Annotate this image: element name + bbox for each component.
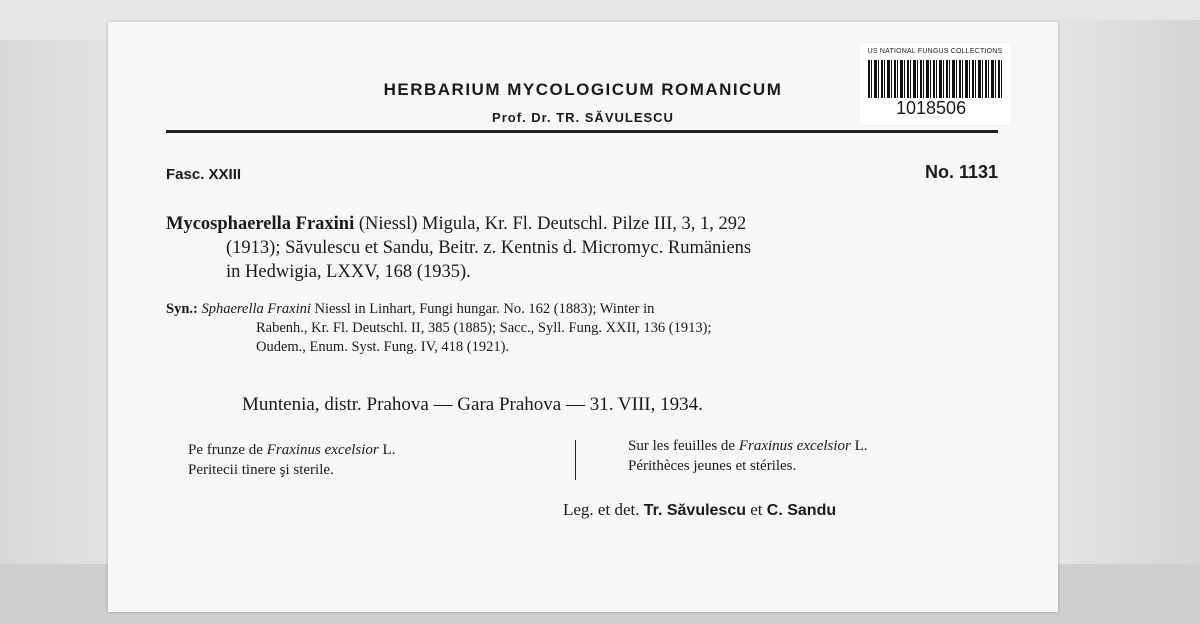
- species-citation-line3: in Hedwigia, LXXV, 168 (1935).: [226, 262, 471, 282]
- herbarium-label: [108, 22, 1058, 612]
- substrate-ro-line2: Peritecii tinere şi sterile.: [188, 462, 334, 478]
- substrate-fr-host: Fraxinus excelsior: [738, 438, 851, 454]
- barcode-caption: US NATIONAL FUNGUS COLLECTIONS: [867, 48, 1003, 55]
- species-name: Mycosphaerella Fraxini: [166, 214, 355, 234]
- synonym-line3: Oudem., Enum. Syst. Fung. IV, 418 (1921).: [256, 339, 510, 355]
- substrate-fr-suffix: L.: [854, 438, 868, 454]
- collector-name-2: C. Sandu: [766, 502, 837, 519]
- substrate-ro-prefix: Pe frunze de: [188, 442, 263, 458]
- substrate-fr-line2: Périthèces jeunes et stériles.: [628, 458, 797, 474]
- fascicle-label: Fasc. XXIII: [166, 166, 242, 183]
- substrate-ro-host: Fraxinus excelsior: [266, 442, 379, 458]
- substrate-ro-suffix: L.: [382, 442, 396, 458]
- locality: Muntenia, distr. Prahova — Gara Prahova — 31. VIII, 1934.: [242, 394, 703, 415]
- header-title: HERBARIUM MYCOLOGICUM ROMANICUM: [383, 80, 783, 99]
- collector-line: [563, 500, 1003, 520]
- collector-conj: et: [750, 500, 763, 519]
- envelope-flap-left: [0, 40, 120, 600]
- synonym-name: Sphaerella Fraxini: [201, 301, 311, 317]
- substrate-french: [628, 436, 1008, 476]
- collector-name-1: Tr. Săvulescu: [643, 502, 746, 519]
- specimen-number: No. 1131: [924, 162, 998, 182]
- barcode-number: 1018506: [896, 98, 967, 118]
- substrate-romanian: [188, 440, 548, 480]
- header-rule: [166, 130, 998, 133]
- column-divider: [575, 440, 576, 480]
- synonym-line1: Niessl in Linhart, Fungi hungar. No. 162 (1883); Winter in: [314, 301, 655, 317]
- substrate-fr-prefix: Sur les feuilles de: [628, 438, 736, 454]
- barcode-bars: [868, 60, 1002, 98]
- synonyms-label: Syn.:: [166, 301, 198, 317]
- species-citation: [166, 212, 1001, 284]
- collector-prefix: Leg. et det.: [563, 500, 640, 519]
- species-citation-line2: (1913); Săvulescu et Sandu, Beitr. z. Kentnis d. Micromyc. Rumäniens: [226, 238, 752, 258]
- envelope-flap-right: [1050, 20, 1200, 580]
- species-authority: (Niessl) Migula, Kr. Fl. Deutschl. Pilze III, 3, 1, 292: [358, 214, 747, 234]
- header-subtitle: Prof. Dr. TR. SĂVULESCU: [492, 110, 674, 125]
- synonyms-block: [166, 300, 1001, 357]
- barcode-sticker: [860, 44, 1010, 124]
- synonym-line2: Rabenh., Kr. Fl. Deutschl. II, 385 (1885); Sacc., Syll. Fung. XXII, 136 (1913);: [256, 320, 712, 336]
